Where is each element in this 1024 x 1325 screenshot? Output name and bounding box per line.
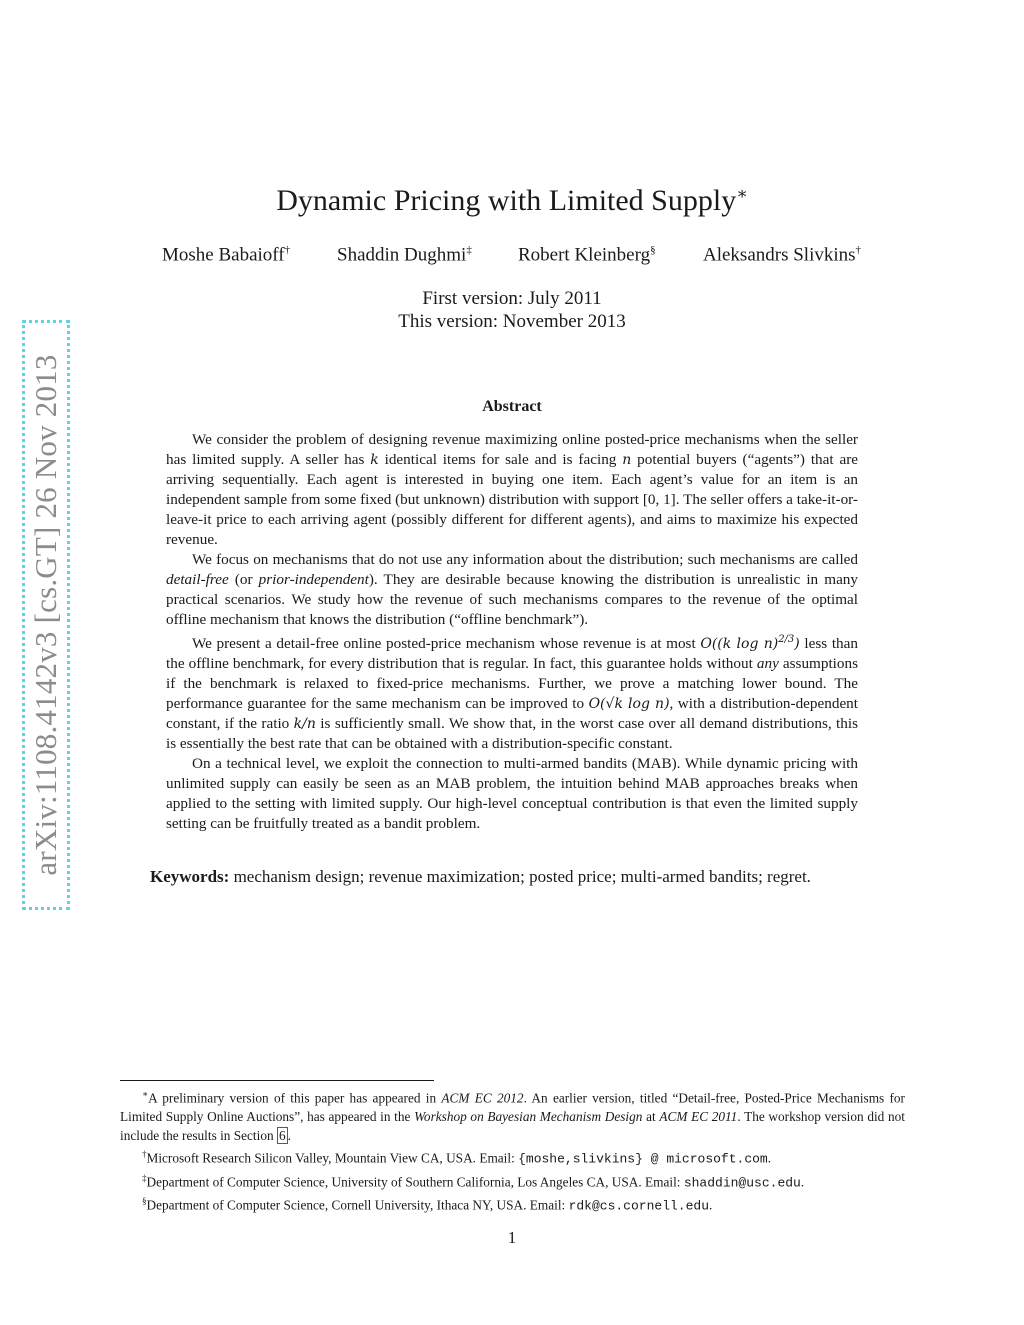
page-number: 1 (507, 1228, 517, 1247)
footnote-mark: † (142, 1149, 147, 1160)
email-cornell[interactable]: rdk@cs.cornell.edu (568, 1198, 710, 1214)
math-bound-1-exponent: 2/3 (778, 634, 795, 645)
abstract-body (166, 430, 858, 834)
paper-title (0, 184, 1024, 218)
footnote-star (120, 1085, 905, 1145)
text-run: We consider the problem of designing revenue maximizing online posted-price mechanisms when the seller has limited supply. A seller has (166, 431, 858, 468)
text-run: identical items for sale and is facing (378, 451, 623, 468)
footnotes (120, 1085, 905, 1216)
title-text: Dynamic Pricing with Limited Supply (276, 184, 737, 217)
emphasis-any: any (756, 655, 779, 673)
abstract-heading: Abstract (482, 398, 542, 415)
venue-ec2011: ACM EC 2011 (659, 1109, 738, 1125)
author-kleinberg (518, 244, 656, 266)
email-microsoft[interactable]: {moshe,slivkins} @ microsoft.com (518, 1151, 768, 1167)
title-footnote-mark: ∗ (736, 184, 748, 203)
text-run: A preliminary version of this paper has appeared in (148, 1090, 442, 1106)
text-run: . (287, 1128, 291, 1144)
text-run: We present a detail-free online posted-price mechanism whose revenue is at most (192, 635, 701, 653)
first-version: First version: July 2011 (422, 288, 602, 309)
author-name: Aleksandrs Slivkins (703, 244, 856, 266)
emphasis-detail-free: detail-free (166, 571, 229, 588)
text-run: Department of Computer Science, University of Southern California, Los Angeles CA, USA. Email: (146, 1174, 684, 1190)
keywords-text: mechanism design; revenue maximization; posted price; multi-armed bandits; regret. (229, 867, 811, 886)
text-run: assumptions if the benchmark is relaxed to fixed-price mechanisms. Further, we prove a matching lower bound. The performance guarantee for the same mechanism can be improved to (166, 655, 858, 713)
this-version: This version: November 2013 (398, 311, 626, 332)
author-mark: ‡ (466, 244, 472, 256)
text-run: . (800, 1174, 805, 1190)
text-run: , with a distribution-dependent constant, if the ratio (166, 695, 858, 733)
footnote-mark: ∗ (142, 1089, 149, 1099)
text-run: . An earlier version, titled “Detail-free, Posted-Price Mechanisms for Limited Supply Online Auctions”, has appeared in the (120, 1090, 905, 1125)
author-dughmi (337, 244, 472, 266)
abstract-paragraph-4: On a technical level, we exploit the connection to multi-armed bandits (MAB). While dynamic pricing with unlimited supply can easily be seen as an MAB problem, the intuition behind MAB approaches breaks when applied to the setting with limited supply. Our high-level conceptual contribution is that even the limited supply setting can be fruitfully treated as a bandit problem. (166, 755, 858, 833)
text-run: is sufficiently small. We show that, in the worst case over all demand distributions, this is essentially the best rate that can be obtained with a distribution-specific constant. (166, 715, 858, 753)
footnote-rule (120, 1080, 434, 1081)
venue-ec2012: ACM EC 2012 (441, 1090, 524, 1106)
math-k: k (370, 452, 379, 468)
text-run: less than the offline benchmark, for every distribution that is regular. In fact, this guarantee holds without (166, 635, 858, 673)
footnote-section (120, 1192, 905, 1215)
abstract-paragraph-3 (166, 630, 858, 754)
text-run: (or (228, 571, 259, 588)
math-n: n (622, 452, 632, 468)
author-name: Robert Kleinberg (518, 244, 651, 266)
version-dates (0, 287, 1024, 333)
footnote-mark: ‡ (142, 1172, 147, 1183)
math-bound-2: O(√k log n) (588, 696, 670, 713)
footnote-dagger (120, 1145, 905, 1168)
abstract-paragraph-2 (166, 550, 858, 630)
arxiv-identifier: arXiv:1108.4142v3 [cs.GT] 26 Nov 2013 (28, 354, 63, 876)
emphasis-prior-independent: prior-independent (258, 571, 369, 588)
text-run: . The seller offers a take-it-or-leave-it price to each arriving agent (possibly different for different agents), and aims to maximize his expected revenue. (166, 491, 858, 548)
math-support: [0, 1] (642, 491, 676, 508)
abstract-paragraph-1 (166, 430, 858, 550)
text-run: Microsoft Research Silicon Valley, Mountain View CA, USA. Email: (146, 1150, 519, 1166)
math-ratio: k/n (293, 716, 316, 733)
email-usc[interactable]: shaddin@usc.edu (683, 1175, 801, 1191)
author-babaioff (162, 244, 290, 266)
text-run: . (709, 1197, 713, 1213)
author-name: Shaddin Dughmi (337, 244, 467, 266)
keywords-label: Keywords: (150, 867, 230, 886)
text-run: at (642, 1109, 660, 1125)
text-run: Department of Computer Science, Cornell University, Ithaca NY, USA. Email: (146, 1197, 569, 1213)
text-run: We focus on mechanisms that do not use any information about the distribution; such mechanisms are called (192, 551, 858, 568)
section-link[interactable]: 6 (278, 1128, 286, 1144)
math-bound-1-close: ) (794, 636, 800, 653)
text-run: potential buyers (“agents”) that are arriving sequentially. Each agent is interested in buying one item. Each agent’s value for an item is an independent sample from some fixed (but unknown) distribution with support (166, 451, 859, 508)
author-name: Moshe Babaioff (162, 244, 285, 266)
text-run: . The workshop version did not include the results in Section (120, 1109, 905, 1144)
venue-workshop: Workshop on Bayesian Mechanism Design (414, 1109, 643, 1125)
footnote-ddagger (120, 1169, 905, 1192)
text-run: ). They are desirable because knowing the distribution is unrealistic in many practical scenarios. We study how the revenue of such mechanisms compares to the revenue of the optimal offline mechanism that knows the distribution (“offline benchmark”). (166, 571, 858, 628)
footnote-mark: § (142, 1196, 147, 1207)
author-mark: † (284, 244, 291, 256)
author-slivkins (703, 244, 861, 266)
author-mark: § (650, 244, 656, 256)
author-mark: † (855, 244, 862, 256)
math-bound-1: O((k log n) (700, 636, 779, 653)
keywords (150, 867, 870, 887)
text-run: . (767, 1150, 772, 1166)
